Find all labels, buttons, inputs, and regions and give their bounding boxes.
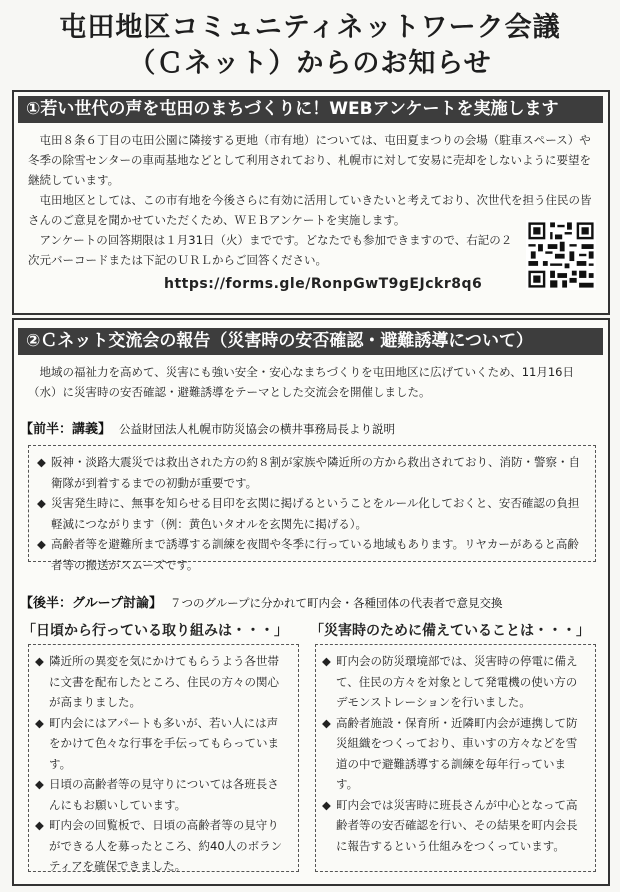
bullet-diamond-icon: ◆ bbox=[37, 455, 46, 469]
daily-efforts-box bbox=[28, 644, 299, 872]
discussion-heading bbox=[20, 592, 503, 611]
list-item: ◆ 町内会にはアパートも多いが、若い人には声をかけて色々な行事を手伝ってもらっています。 bbox=[35, 713, 287, 775]
section-web-survey bbox=[12, 90, 610, 315]
exchange-intro-paragraph: 地域の福祉力を高めて、災害にも強い安全・安心なまちづくりを屯田地区に広げていくため、11月16日（水）に災害時の安否確認・避難誘導をテーマとした交流会を開催しました。 bbox=[28, 365, 574, 399]
page-title-line1: 屯田地区コミュニティネットワーク会議 bbox=[59, 12, 561, 43]
survey-url-link[interactable]: https://forms.gle/RonpGwT9gEJckr8q6 bbox=[164, 276, 483, 292]
page-title-line2: （Ｃネット）からのお知らせ bbox=[128, 48, 492, 79]
bullet-diamond-icon: ◆ bbox=[35, 777, 44, 791]
lecture-subtitle: 公益財団法人札幌市防災協会の横井事務局長より説明 bbox=[119, 422, 396, 436]
survey-paragraph-2: 屯田地区としては、この市有地を今後さらに有効に活用していきたいと考えており、次世代を担う住民の皆さんのご意見を聞かせていただくため、ＷＥＢアンケートを実施します。 bbox=[28, 193, 592, 227]
disaster-prep-heading: 「災害時のために備えていることは・・・」 bbox=[310, 623, 590, 639]
lecture-box bbox=[28, 445, 596, 572]
bullet-diamond-icon: ◆ bbox=[37, 537, 46, 551]
section-heading-exchange-report: ②Ｃネット交流会の報告（災害時の安否確認・避難誘導について） bbox=[18, 328, 603, 355]
survey-paragraph-3: アンケートの回答期限は１月31日（火）までです。どなたでも参加できますので、右記の２次元バーコードまたは下記のＵＲＬからご回答ください。 bbox=[28, 233, 513, 267]
list-item: ◆ 災害発生時に、無事を知らせる目印を玄関に掲げるということをルール化しておくと、安否確認の負担軽減につながります（例：黄色いタオルを玄関先に掲げる）。 bbox=[37, 493, 589, 534]
lecture-label: 【前半：講義】 bbox=[20, 422, 112, 437]
list-item: ◆ 高齢者等を避難所まで誘導する訓練を夜間や冬季に行っている地域もあります。リヤカーがあると高齢者等の搬送がスムーズです。 bbox=[37, 534, 589, 575]
list-item: ◆ 高齢者施設・保育所・近隣町内会が連携して防災組織をつくっており、車いすの方々などを雪道の中で避難誘導する訓練を毎年行っています。 bbox=[322, 713, 586, 795]
section-heading-web-survey: ①若い世代の声を屯田のまちづくりに！WEBアンケートを実施します bbox=[18, 96, 603, 123]
list-item: ◆ 隣近所の異変を気にかけてもらうよう各世帯に文書を配布したところ、住民の方々の関心が高まりました。 bbox=[35, 651, 287, 713]
disaster-prep-box bbox=[315, 644, 596, 872]
discussion-label: 【後半：グループ討論】 bbox=[20, 596, 162, 611]
bullet-diamond-icon: ◆ bbox=[35, 715, 44, 730]
list-item: ◆ 日頃の高齢者等の見守りについては各班長さんにもお願いしています。 bbox=[35, 774, 287, 815]
bullet-diamond-icon: ◆ bbox=[35, 654, 44, 668]
bullet-diamond-icon: ◆ bbox=[322, 797, 331, 812]
lecture-heading bbox=[20, 418, 395, 437]
bullet-diamond-icon: ◆ bbox=[35, 818, 44, 832]
qr-code-icon[interactable] bbox=[526, 220, 596, 290]
bullet-diamond-icon: ◆ bbox=[37, 496, 46, 510]
list-item: ◆ 町内会の回覧板で、日頃の高齢者等の見守りができる人を募ったところ、約40人のボランティアを確保できました。 bbox=[35, 815, 287, 877]
discussion-subtitle: ７つのグループに分かれて町内会・各種団体の代表者で意見交換 bbox=[169, 596, 503, 610]
bullet-diamond-icon: ◆ bbox=[322, 715, 331, 730]
section-exchange-report bbox=[12, 318, 610, 886]
disaster-prep-list bbox=[322, 651, 586, 856]
lecture-bullet-list bbox=[37, 452, 589, 575]
survey-paragraph-1: 屯田８条６丁目の屯田公園に隣接する更地（市有地）については、屯田夏まつりの会場（駐車スペース）や冬季の除雪センターの車両基地などとして利用されており、札幌市に対して安易に売却をしないように要望を継続しています。 bbox=[28, 133, 592, 187]
bullet-diamond-icon: ◆ bbox=[322, 654, 331, 668]
list-item: ◆ 町内会では災害時に班長さんが中心となって高齢者等の安否確認を行い、その結果を町内会長に報告するという仕組みをつくっています。 bbox=[322, 795, 586, 857]
daily-efforts-heading: 「日頃から行っている取り組みは・・・」 bbox=[22, 623, 288, 639]
list-item: ◆ 町内会の防災環境部では、災害時の停電に備えて、住民の方々を対象として発電機の使い方のデモンストレーションを行いました。 bbox=[322, 651, 586, 713]
list-item: ◆ 阪神・淡路大震災では救出された方の約８割が家族や隣近所の方から救出されており、消防・警察・自衛隊が到着するまでの初動が重要です。 bbox=[37, 452, 589, 493]
daily-efforts-list bbox=[35, 651, 287, 877]
